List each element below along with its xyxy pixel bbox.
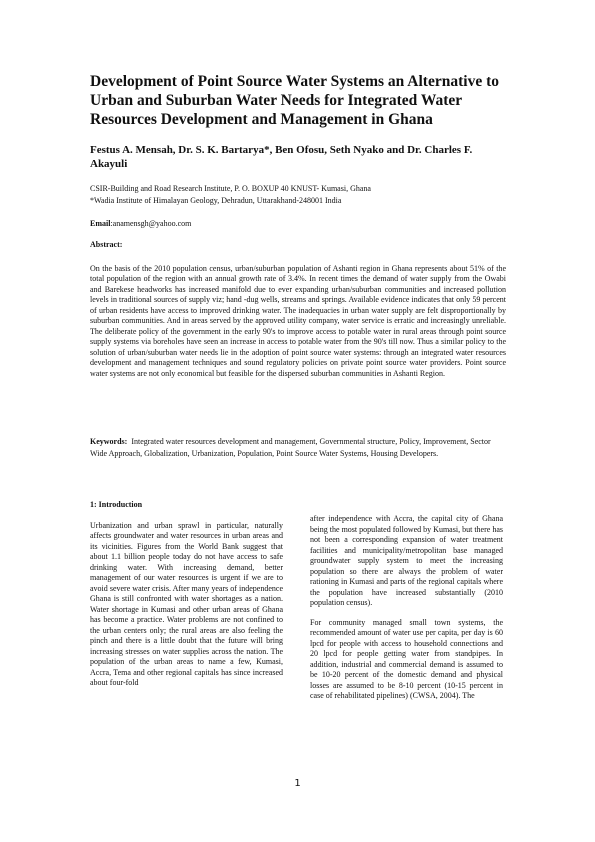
page-number: 1	[294, 778, 301, 789]
keywords-line	[90, 436, 506, 459]
intro-paragraph-2: after independence with Accra, the capital city of Ghana being the most populated followed by Kumasi, but there has not been a corresponding expansion of water treatment facilities and municipality/metropolitan base managed groundwater supply system to meet the increasing population so there are always the problem of water rationing in Kumasi and parts of the regional capitals where the population have increased substantially (2010 population census).	[310, 514, 503, 607]
abstract-text: On the basis of the 2010 population census, urban/suburban population of Ashanti region in Ghana represents about 51% of the total population of the region with an annual growth rate of 3.4%. In recent times the demand of water supply from the Owabi and Barekese headworks has increased manifold due to ever expanding urban/suburban communities and increased pollution levels in traditional sources of supply viz; hand -dug wells, streams and springs. Available evidence indicates that only 59 percent of urban residents have access to improved drinking water. The inadequacies in urban water supply are felt disproportionally by suburban communities. And in areas served by the approved utility company, water service is erratic and increasingly unreliable. The deliberate policy of the government in the early 90's to improve access to potable water in rural areas through point source supply systems via boreholes have seen an increase in access to potable water from the 90's till now. Thus a similar policy to the solution of urban/suburban water needs lie in the adoption of point source water systems: through an integrated water resources development and management techniques and sound regulatory policies on private point source water providers. Point source water systems are not only economical but feasible for the dispersed suburban communities in Ashanti Region.	[90, 264, 506, 378]
abstract-label: Abstract:	[90, 240, 123, 249]
intro-paragraph-1: Urbanization and urban sprawl in particular, naturally affects groundwater and water resources in urban areas and its vicinities. Figures from the World Bank suggest that about 1.1 billion people today do not have access to safe drinking water. With increasing demand, better management of our water resources is urgent if we are to avoid severe water crisis. After many years of independence Ghana is still confronted with water shortages as a nation. Water shortage in Kumasi and other urban areas of Ghana has become a practice. Water problems are not confined to the urban centers only; the rural areas are also feeling the pinch and there is a little doubt that the future will bring increasing stresses on water supplies across the nation. The population of the urban areas to name a few, Kumasi, Accra, Tema and other regional capitals has since increased about four-fold	[90, 520, 283, 687]
affiliations	[90, 183, 510, 206]
right-column	[310, 514, 503, 711]
keywords-label: Keywords:	[90, 437, 128, 446]
author-list: Festus A. Mensah, Dr. S. K. Bartarya*, Ben Ofosu, Seth Nyako and Dr. Charles F. Akayuli	[90, 144, 473, 170]
paper-title: Development of Point Source Water Systems an Alternative to Urban and Suburban Water Needs for Integrated Water Resources Development and Management in Ghana	[90, 73, 499, 128]
email-label: Email	[90, 219, 111, 228]
section-heading-introduction: 1: Introduction	[90, 500, 143, 509]
affiliation-2: *Wadia Institute of Himalayan Geology, Dehradun, Uttarakhand-248001 India	[90, 195, 342, 205]
affiliation-1: CSIR-Building and Road Research Institute, P. O. BOXUP 40 KNUST- Kumasi, Ghana	[90, 184, 371, 193]
email-address[interactable]: :anamensgh@yahoo.com	[110, 219, 192, 228]
left-column	[90, 500, 283, 698]
email-line	[90, 218, 191, 229]
keywords-text: Integrated water resources development and management, Governmental structure, Policy, Improvement, Sector Wide Approach, Globalization, Urbanization, Population, Point Source Water Systems, Housing Developers.	[90, 437, 491, 458]
intro-paragraph-3: For community managed small town systems, the recommended amount of water use per capita, per day is 60 lpcd for people with access to household connections and 20 lpcd for people getting water from standpipes. In addition, industrial and commercial demand is assumed to be 10-20 percent of the domestic demand and physical losses are assumed to be 8-10 percent (10-15 percent in case of rehabilitated pipelines) (CWSA, 2004). The	[310, 617, 503, 700]
